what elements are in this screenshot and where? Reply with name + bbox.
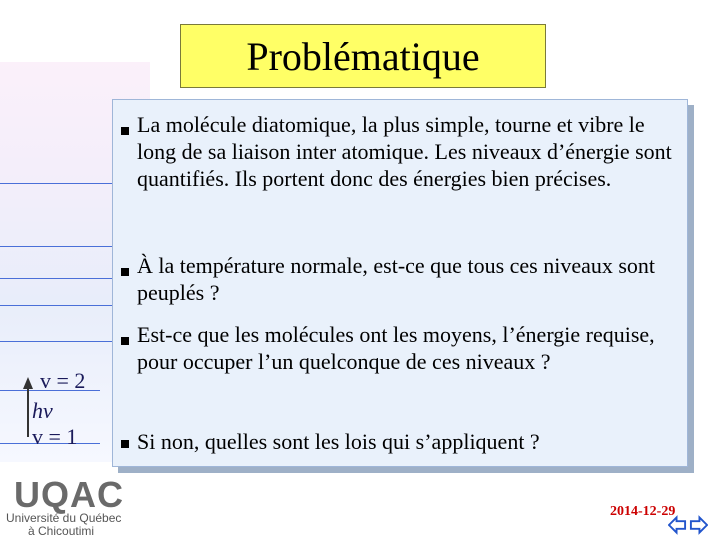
uqac-logo: UQAC bbox=[14, 474, 124, 515]
energy-level-line bbox=[0, 278, 112, 279]
slide-navigation bbox=[668, 514, 708, 536]
content-box bbox=[112, 99, 688, 467]
energy-level-line bbox=[0, 183, 112, 184]
bullet-square-icon bbox=[121, 337, 129, 345]
logo-line-1: Université du Québec bbox=[6, 511, 122, 525]
logo-line-2: à Chicoutimi bbox=[28, 524, 95, 538]
bullet-square-icon bbox=[121, 440, 129, 448]
slide-date: 2014-12-29 bbox=[610, 504, 676, 519]
transition-arrow bbox=[27, 389, 29, 437]
bullet-text: À la température normale, est-ce que tous ces niveaux sont peuplés ? bbox=[137, 253, 656, 305]
bullet-square-icon bbox=[121, 127, 129, 135]
level-label-v1: v = 1 bbox=[32, 424, 78, 449]
slide-title-box bbox=[180, 24, 546, 88]
bullet-square-icon bbox=[121, 268, 129, 276]
energy-level-line bbox=[0, 246, 112, 247]
bullet-text: Est-ce que les molécules ont les moyens, l’énergie requise, pour occuper l’un quelconque de ces niveaux ? bbox=[137, 322, 655, 374]
previous-slide-icon[interactable] bbox=[668, 515, 687, 535]
arrow-up-icon bbox=[23, 377, 33, 389]
energy-level-line bbox=[0, 341, 112, 342]
photon-energy-label: hν bbox=[32, 398, 53, 423]
bullet-text: Si non, quelles sont les lois qui s’appliquent ? bbox=[137, 429, 540, 454]
next-slide-icon[interactable] bbox=[689, 515, 708, 535]
level-label-v2: v = 2 bbox=[40, 368, 86, 393]
energy-level-line bbox=[0, 305, 112, 306]
slide-title: Problématique bbox=[246, 33, 480, 79]
bullet-text: La molécule diatomique, la plus simple, tourne et vibre le long de sa liaison inter atomique. Les niveaux d’énergie sont quantifiés. Ils portent donc des énergies bien précises. bbox=[137, 112, 672, 191]
